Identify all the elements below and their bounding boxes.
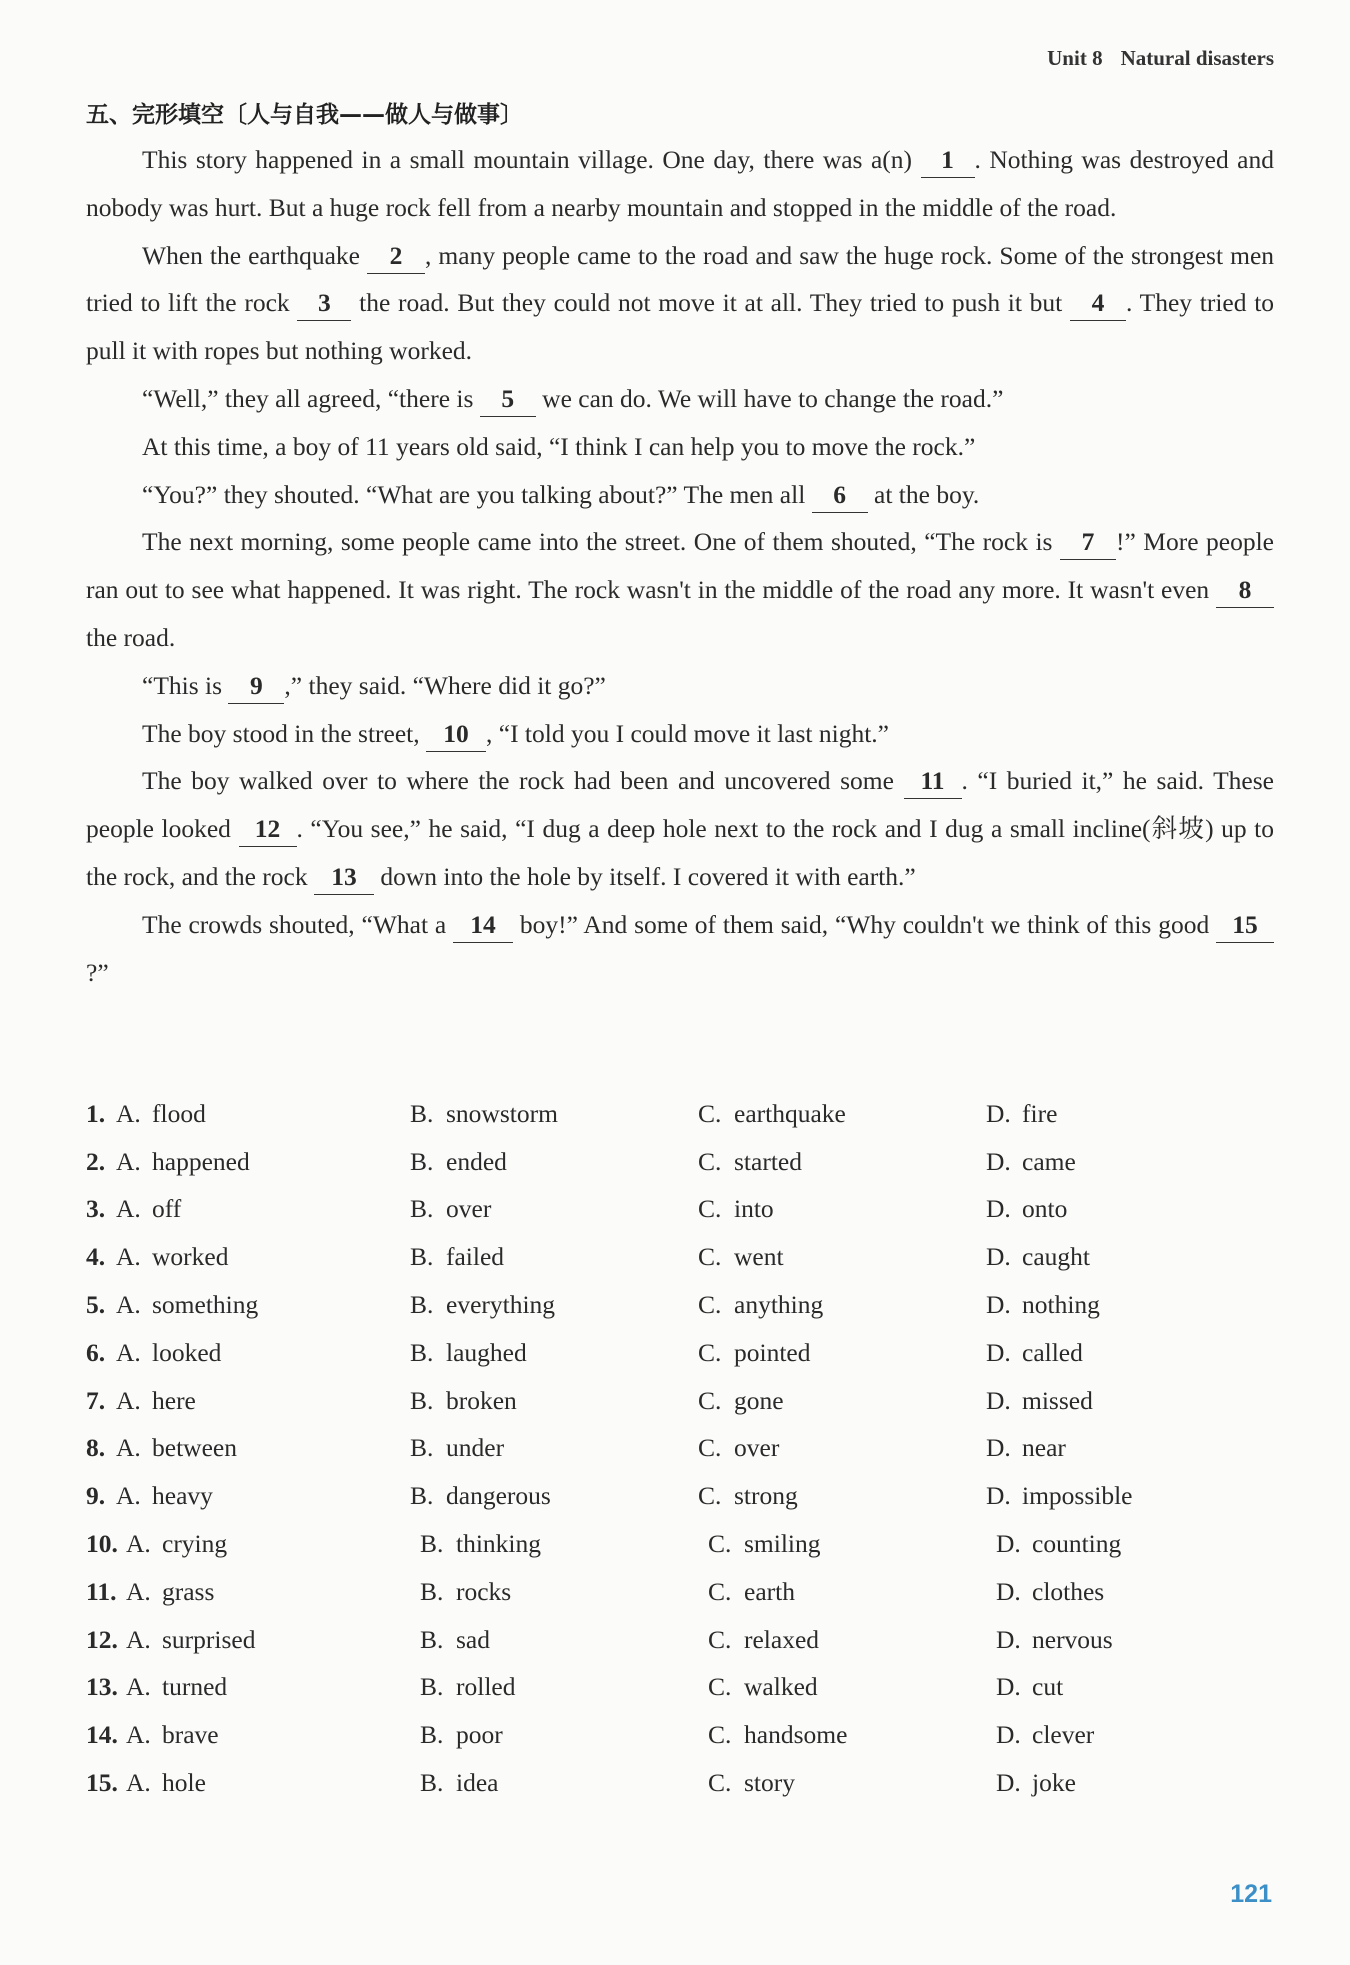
option-letter: D. <box>986 1433 1011 1463</box>
option-text: missed <box>1022 1385 1093 1415</box>
blank-10: 10 <box>426 717 486 752</box>
option-text: rolled <box>456 1672 516 1702</box>
option-a <box>116 1386 410 1416</box>
option-letter: C. <box>708 1672 732 1702</box>
option-text: story <box>744 1768 795 1798</box>
option-letter: C. <box>698 1337 722 1367</box>
option-text: rocks <box>456 1576 512 1606</box>
option-b <box>410 1290 698 1320</box>
option-letter: C. <box>698 1290 722 1320</box>
option-text: looked <box>152 1337 222 1367</box>
option-letter: A. <box>116 1194 141 1224</box>
option-a <box>116 1242 410 1272</box>
option-d <box>986 1290 1216 1320</box>
option-letter: B. <box>420 1576 444 1606</box>
running-header <box>1047 46 1274 71</box>
option-letter: B. <box>410 1385 434 1415</box>
question-number: 15. <box>86 1768 118 1798</box>
blank-1: 1 <box>921 143 975 178</box>
option-text: sad <box>456 1624 490 1654</box>
blank-15: 15 <box>1216 908 1274 943</box>
paragraph-1: This story happened in a small mountain village. One day, there was a(n) 1 . Nothing was destroyed and nobody was hurt. But a huge rock fell from a nearby mountain and stopped in the middle of the road. <box>86 145 1275 222</box>
option-text: into <box>734 1194 774 1224</box>
question-number: 13. <box>86 1672 118 1702</box>
option-a <box>116 1338 410 1368</box>
option-letter: B. <box>410 1194 434 1224</box>
option-c <box>698 1433 986 1463</box>
option-d <box>996 1529 1226 1559</box>
option-letter: B. <box>410 1481 434 1511</box>
option-text: came <box>1022 1146 1076 1176</box>
paragraph-2: When the earthquake 2 , many people came to the road and saw the huge rock. Some of the strongest men tried to lift the rock 3 the road. But they could not move it at all. They tried to push it but 4 . They tried to pull it with ropes but nothing worked. <box>86 240 1275 366</box>
blank-4: 4 <box>1070 286 1126 321</box>
option-letter: D. <box>986 1194 1011 1224</box>
option-row <box>86 1329 1274 1377</box>
option-letter: B. <box>410 1337 434 1367</box>
option-b <box>410 1099 698 1129</box>
option-letter: D. <box>986 1098 1011 1128</box>
page-number: 121 <box>1230 1880 1272 1908</box>
option-letter: B. <box>410 1242 434 1272</box>
option-c <box>698 1147 986 1177</box>
option-letter: D. <box>986 1242 1011 1272</box>
option-c <box>698 1194 986 1224</box>
option-text: pointed <box>734 1337 811 1367</box>
option-letter: A. <box>116 1385 141 1415</box>
option-text: impossible <box>1022 1481 1133 1511</box>
option-letter: A. <box>126 1529 151 1559</box>
option-row <box>86 1233 1274 1281</box>
blank-13: 13 <box>314 860 374 895</box>
option-text: turned <box>162 1672 228 1702</box>
question-number: 6. <box>86 1337 106 1367</box>
blank-14: 14 <box>453 908 513 943</box>
blank-12: 12 <box>239 812 297 847</box>
option-letter: C. <box>698 1098 722 1128</box>
option-d <box>996 1577 1226 1607</box>
option-letter: A. <box>116 1242 141 1272</box>
option-c <box>708 1625 996 1655</box>
option-a <box>126 1720 420 1750</box>
option-row <box>86 1616 1274 1664</box>
option-letter: C. <box>708 1576 732 1606</box>
option-a <box>116 1147 410 1177</box>
cloze-passage <box>86 136 1274 996</box>
option-text: flood <box>152 1098 206 1128</box>
option-c <box>708 1529 996 1559</box>
option-letter: B. <box>420 1672 444 1702</box>
blank-3: 3 <box>297 286 351 321</box>
option-a <box>126 1768 420 1798</box>
option-letter: B. <box>420 1768 444 1798</box>
option-text: laughed <box>446 1337 527 1367</box>
option-text: crying <box>162 1529 228 1559</box>
option-row <box>86 1759 1274 1807</box>
option-letter: D. <box>986 1290 1011 1320</box>
option-a <box>126 1577 420 1607</box>
unit-title: Natural disasters <box>1120 46 1274 70</box>
section-title: 五、完形填空〔人与自我——做人与做事〕 <box>86 102 523 128</box>
option-text: cut <box>1032 1672 1064 1702</box>
blank-2: 2 <box>367 239 425 274</box>
option-letter: C. <box>708 1624 732 1654</box>
option-text: over <box>734 1433 780 1463</box>
option-letter: D. <box>996 1768 1021 1798</box>
question-number: 14. <box>86 1720 118 1750</box>
option-letter: A. <box>116 1146 141 1176</box>
option-text: here <box>152 1385 196 1415</box>
option-b <box>420 1625 708 1655</box>
option-letter: B. <box>410 1146 434 1176</box>
paragraph-10: The crowds shouted, “What a 14 boy!” And some of them said, “Why couldn't we think of this good 15?” <box>86 901 1274 997</box>
option-text: ended <box>446 1146 507 1176</box>
option-b <box>420 1529 708 1559</box>
option-letter: B. <box>420 1624 444 1654</box>
option-row <box>86 1186 1274 1234</box>
option-text: broken <box>446 1385 517 1415</box>
option-row <box>86 1377 1274 1425</box>
option-c <box>698 1481 986 1511</box>
option-text: idea <box>456 1768 499 1798</box>
option-letter: A. <box>126 1768 151 1798</box>
option-b <box>410 1147 698 1177</box>
paragraph-3: “Well,” they all agreed, “there is 5 we can do. We will have to change the road.” <box>86 375 1274 423</box>
question-number: 10. <box>86 1529 118 1559</box>
option-row <box>86 1425 1274 1473</box>
option-letter: D. <box>986 1385 1011 1415</box>
option-d <box>986 1433 1216 1463</box>
paragraph-6: The next morning, some people came into the street. One of them shouted, “The rock is 7 !” More people ran out to see what happened. It was right. The rock wasn't in the middle of the road any more. It wasn't even 8 the road. <box>86 527 1274 652</box>
option-b <box>410 1433 698 1463</box>
option-letter: D. <box>996 1624 1021 1654</box>
option-c <box>708 1577 996 1607</box>
option-text: strong <box>734 1481 798 1511</box>
option-text: failed <box>446 1242 505 1272</box>
option-text: earth <box>744 1576 795 1606</box>
option-text: handsome <box>744 1720 848 1750</box>
option-text: under <box>446 1433 505 1463</box>
option-c <box>698 1386 986 1416</box>
question-number: 7. <box>86 1385 106 1415</box>
option-c <box>698 1338 986 1368</box>
option-b <box>410 1386 698 1416</box>
option-letter: C. <box>698 1481 722 1511</box>
paragraph-7: “This is 9 ,” they said. “Where did it go?” <box>86 662 1274 710</box>
option-letter: A. <box>126 1672 151 1702</box>
option-a <box>116 1433 410 1463</box>
option-letter: A. <box>116 1290 141 1320</box>
option-letter: C. <box>708 1720 732 1750</box>
option-text: onto <box>1022 1194 1068 1224</box>
option-row <box>86 1664 1274 1712</box>
unit-label: Unit 8 <box>1047 46 1103 70</box>
option-letter: C. <box>698 1146 722 1176</box>
question-number: 3. <box>86 1194 106 1224</box>
option-text: between <box>152 1433 237 1463</box>
option-row <box>86 1138 1274 1186</box>
option-d <box>996 1625 1226 1655</box>
option-letter: D. <box>996 1672 1021 1702</box>
option-text: gone <box>734 1385 784 1415</box>
option-text: something <box>152 1290 259 1320</box>
option-d <box>986 1099 1216 1129</box>
option-b <box>420 1577 708 1607</box>
option-d <box>986 1242 1216 1272</box>
option-letter: C. <box>698 1385 722 1415</box>
option-text: clever <box>1032 1720 1095 1750</box>
blank-11: 11 <box>904 764 962 799</box>
option-row <box>86 1520 1274 1568</box>
option-letter: B. <box>410 1098 434 1128</box>
option-text: dangerous <box>446 1481 551 1511</box>
blank-9: 9 <box>228 669 284 704</box>
question-number: 8. <box>86 1433 106 1463</box>
paragraph-8: The boy stood in the street, 10 , “I told you I could move it last night.” <box>86 710 1274 758</box>
blank-5: 5 <box>480 382 536 417</box>
option-text: relaxed <box>744 1624 820 1654</box>
option-d <box>986 1338 1216 1368</box>
option-letter: C. <box>708 1529 732 1559</box>
option-letter: D. <box>986 1337 1011 1367</box>
option-letter: B. <box>420 1720 444 1750</box>
paragraph-4: At this time, a boy of 11 years old said, “I think I can help you to move the rock.” <box>142 431 976 461</box>
option-letter: A. <box>116 1098 141 1128</box>
option-row <box>86 1281 1274 1329</box>
option-text: counting <box>1032 1529 1122 1559</box>
blank-7: 7 <box>1060 525 1116 560</box>
option-text: started <box>734 1146 802 1176</box>
option-text: walked <box>744 1672 818 1702</box>
option-text: grass <box>162 1576 215 1606</box>
option-a <box>116 1194 410 1224</box>
option-text: near <box>1022 1433 1066 1463</box>
question-number: 9. <box>86 1481 106 1511</box>
option-c <box>708 1720 996 1750</box>
option-text: thinking <box>456 1529 542 1559</box>
option-a <box>126 1672 420 1702</box>
blank-8: 8 <box>1216 573 1274 608</box>
option-d <box>986 1147 1216 1177</box>
option-text: went <box>734 1242 784 1272</box>
option-letter: C. <box>698 1242 722 1272</box>
option-d <box>986 1481 1216 1511</box>
option-text: surprised <box>162 1624 256 1654</box>
option-c <box>698 1290 986 1320</box>
option-text: everything <box>446 1290 556 1320</box>
option-text: off <box>152 1194 182 1224</box>
option-text: snowstorm <box>446 1098 558 1128</box>
option-text: happened <box>152 1146 250 1176</box>
option-b <box>420 1768 708 1798</box>
option-text: worked <box>152 1242 229 1272</box>
option-letter: D. <box>996 1529 1021 1559</box>
option-text: nervous <box>1032 1624 1113 1654</box>
question-number: 12. <box>86 1624 118 1654</box>
option-d <box>996 1768 1226 1798</box>
option-text: poor <box>456 1720 503 1750</box>
option-c <box>698 1099 986 1129</box>
option-letter: C. <box>698 1194 722 1224</box>
option-letter: A. <box>116 1337 141 1367</box>
option-a <box>126 1529 420 1559</box>
option-text: called <box>1022 1337 1083 1367</box>
option-d <box>986 1194 1216 1224</box>
question-number: 4. <box>86 1242 106 1272</box>
option-text: caught <box>1022 1242 1090 1272</box>
option-a <box>126 1625 420 1655</box>
option-letter: B. <box>420 1529 444 1559</box>
option-text: hole <box>162 1768 206 1798</box>
question-number: 11. <box>86 1576 117 1606</box>
option-c <box>708 1672 996 1702</box>
option-b <box>420 1720 708 1750</box>
option-letter: D. <box>996 1720 1021 1750</box>
question-number: 1. <box>86 1098 106 1128</box>
option-text: over <box>446 1194 492 1224</box>
option-letter: B. <box>410 1433 434 1463</box>
option-text: joke <box>1032 1768 1076 1798</box>
option-text: brave <box>162 1720 219 1750</box>
option-text: anything <box>734 1290 824 1320</box>
option-letter: A. <box>116 1433 141 1463</box>
option-b <box>420 1672 708 1702</box>
option-b <box>410 1242 698 1272</box>
option-c <box>708 1768 996 1798</box>
option-b <box>410 1338 698 1368</box>
option-d <box>996 1672 1226 1702</box>
option-letter: A. <box>126 1576 151 1606</box>
paragraph-5: “You?” they shouted. “What are you talking about?” The men all 6 at the boy. <box>86 471 1274 519</box>
option-letter: C. <box>708 1768 732 1798</box>
option-a <box>116 1099 410 1129</box>
option-text: clothes <box>1032 1576 1105 1606</box>
option-text: fire <box>1022 1098 1058 1128</box>
option-letter: C. <box>698 1433 722 1463</box>
option-c <box>698 1242 986 1272</box>
option-text: smiling <box>744 1529 821 1559</box>
option-letter: D. <box>986 1146 1011 1176</box>
option-text: earthquake <box>734 1098 846 1128</box>
option-d <box>986 1386 1216 1416</box>
option-letter: D. <box>986 1481 1011 1511</box>
option-b <box>410 1194 698 1224</box>
question-number: 2. <box>86 1146 106 1176</box>
option-b <box>410 1481 698 1511</box>
option-d <box>996 1720 1226 1750</box>
option-letter: A. <box>116 1481 141 1511</box>
option-row <box>86 1711 1274 1759</box>
option-a <box>116 1290 410 1320</box>
answer-options <box>86 1090 1274 1807</box>
paragraph-9: The boy walked over to where the rock had been and uncovered some 11 . “I buried it,” he said. These people looked 12 . “You see,” he said, “I dug a deep hole next to the rock and I dug a small incline(斜坡) up to the rock, and the rock 13 down into the hole by itself. I covered it with earth.” <box>86 757 1274 900</box>
option-a <box>116 1481 410 1511</box>
option-text: heavy <box>152 1481 213 1511</box>
option-letter: D. <box>996 1576 1021 1606</box>
option-letter: A. <box>126 1624 151 1654</box>
option-row <box>86 1568 1274 1616</box>
option-row <box>86 1472 1274 1520</box>
option-row <box>86 1090 1274 1138</box>
question-number: 5. <box>86 1290 106 1320</box>
blank-6: 6 <box>812 478 868 513</box>
option-letter: A. <box>126 1720 151 1750</box>
option-text: nothing <box>1022 1290 1100 1320</box>
option-letter: B. <box>410 1290 434 1320</box>
